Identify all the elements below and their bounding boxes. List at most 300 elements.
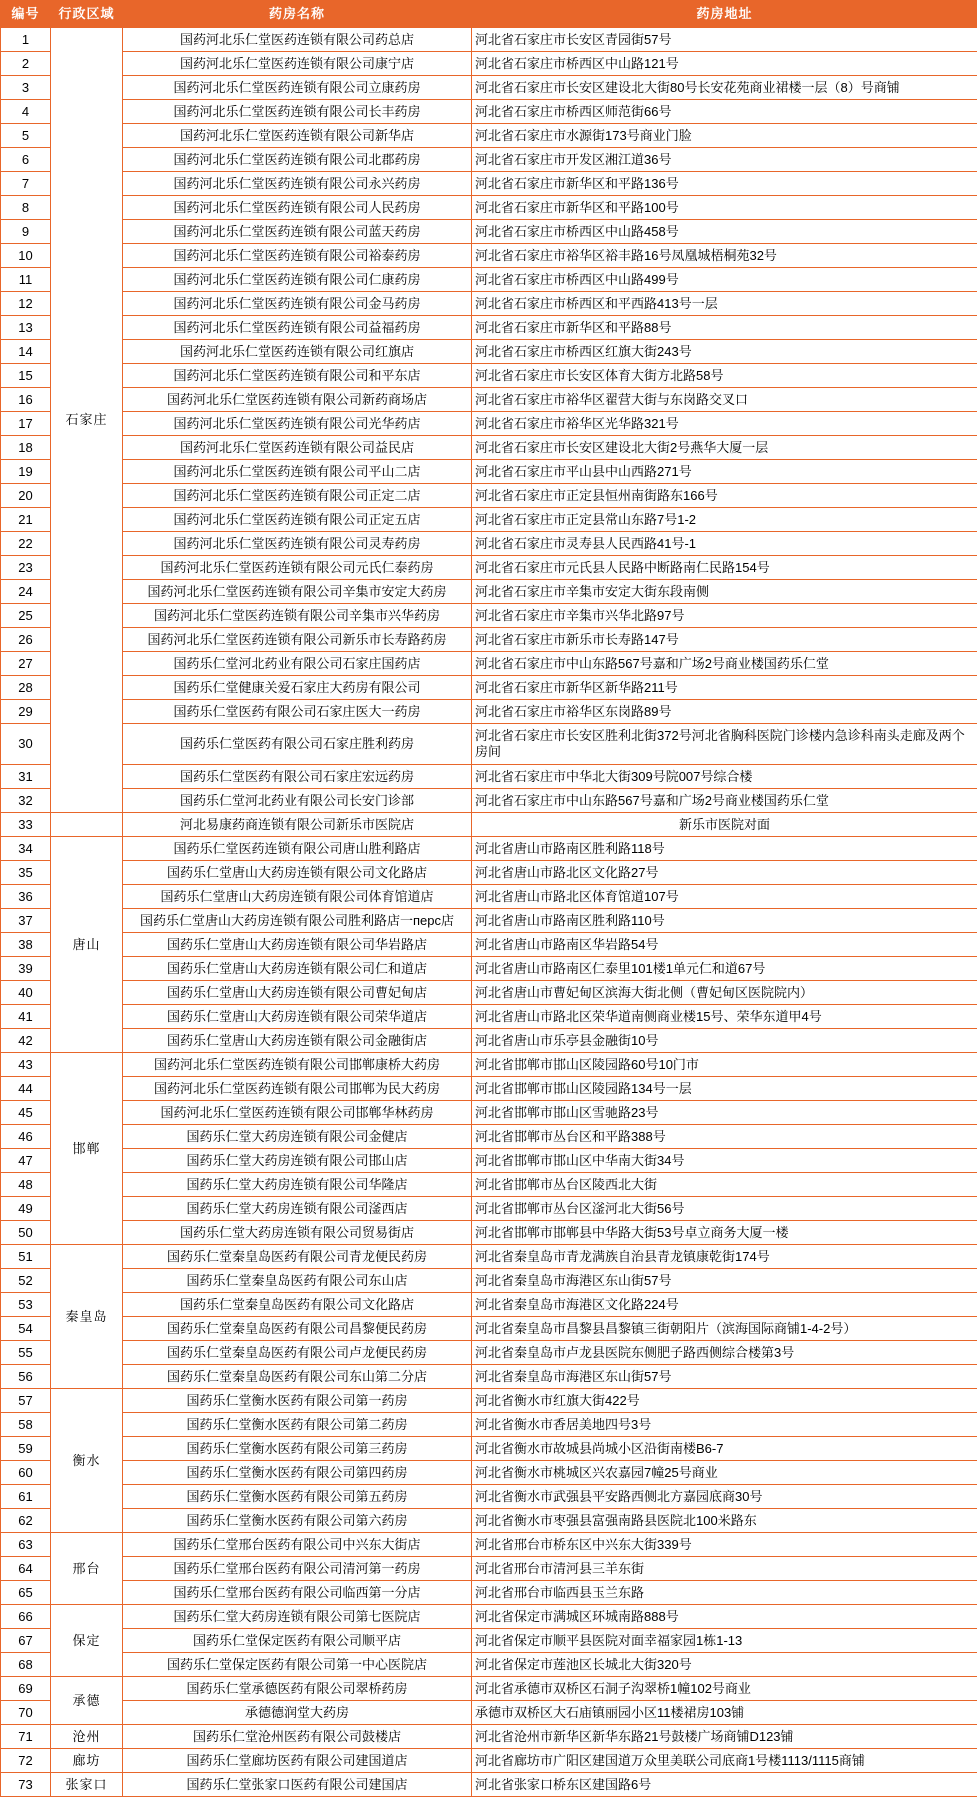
cell-id: 26	[1, 628, 51, 652]
cell-id: 44	[1, 1077, 51, 1101]
cell-id: 19	[1, 460, 51, 484]
cell-id: 32	[1, 789, 51, 813]
table-row	[1, 1749, 977, 1773]
cell-pharmacy-address: 河北省廊坊市广阳区建国道万众里美联公司底商1号楼1113/1115商铺	[472, 1749, 977, 1773]
table-row	[1, 1629, 977, 1653]
cell-id: 33	[1, 813, 51, 837]
table-row	[1, 460, 977, 484]
cell-pharmacy-name: 国药河北乐仁堂医药连锁有限公司平山二店	[123, 460, 472, 484]
cell-pharmacy-address: 河北省沧州市新华区新华东路21号鼓楼广场商铺D123铺	[472, 1725, 977, 1749]
cell-pharmacy-name: 国药乐仁堂保定医药有限公司第一中心医院店	[123, 1653, 472, 1677]
cell-pharmacy-name: 国药乐仁堂健康关爱石家庄大药房有限公司	[123, 676, 472, 700]
table-header	[1, 1, 977, 28]
table-row	[1, 885, 977, 909]
cell-id: 15	[1, 364, 51, 388]
table-row	[1, 1701, 977, 1725]
cell-pharmacy-address: 河北省保定市顺平县医院对面幸福家园1栋1-13	[472, 1629, 977, 1653]
table-row	[1, 1125, 977, 1149]
cell-id: 40	[1, 981, 51, 1005]
cell-pharmacy-address: 河北省石家庄市中山东路567号嘉和广场2号商业楼国药乐仁堂	[472, 789, 977, 813]
cell-region: 邯郸	[51, 1053, 123, 1245]
table-row	[1, 765, 977, 789]
cell-pharmacy-address: 河北省石家庄市长安区体育大街方北路58号	[472, 364, 977, 388]
cell-id: 73	[1, 1773, 51, 1797]
cell-region: 沧州	[51, 1725, 123, 1749]
cell-pharmacy-address: 河北省石家庄市桥西区中山路499号	[472, 268, 977, 292]
header-row	[1, 1, 977, 28]
cell-id: 49	[1, 1197, 51, 1221]
cell-pharmacy-name: 国药河北乐仁堂医药连锁有限公司长丰药房	[123, 100, 472, 124]
cell-pharmacy-name: 国药乐仁堂唐山大药房连锁有限公司文化路店	[123, 861, 472, 885]
cell-id: 61	[1, 1485, 51, 1509]
cell-pharmacy-address: 河北省石家庄市辛集市安定大街东段南侧	[472, 580, 977, 604]
cell-pharmacy-address: 河北省石家庄市新乐市长寿路147号	[472, 628, 977, 652]
cell-pharmacy-name: 国药乐仁堂唐山大药房连锁有限公司荣华道店	[123, 1005, 472, 1029]
cell-pharmacy-address: 河北省石家庄市桥西区中山路121号	[472, 52, 977, 76]
cell-pharmacy-address: 河北省石家庄市水源街173号商业门脸	[472, 124, 977, 148]
cell-id: 59	[1, 1437, 51, 1461]
cell-pharmacy-name: 国药河北乐仁堂医药连锁有限公司邯郸康桥大药房	[123, 1053, 472, 1077]
cell-id: 17	[1, 412, 51, 436]
table-row	[1, 244, 977, 268]
table-row	[1, 1437, 977, 1461]
cell-pharmacy-name: 国药河北乐仁堂医药连锁有限公司金马药房	[123, 292, 472, 316]
cell-id: 1	[1, 28, 51, 52]
cell-pharmacy-name: 国药河北乐仁堂医药连锁有限公司元氏仁泰药房	[123, 556, 472, 580]
table-row	[1, 1053, 977, 1077]
cell-pharmacy-address: 河北省衡水市红旗大街422号	[472, 1389, 977, 1413]
table-body	[1, 28, 977, 1797]
column-header-name: 药房名称	[123, 1, 472, 28]
cell-pharmacy-name: 国药乐仁堂廊坊医药有限公司建国道店	[123, 1749, 472, 1773]
cell-pharmacy-name: 国药乐仁堂衡水医药有限公司第五药房	[123, 1485, 472, 1509]
column-header-address: 药房地址	[472, 1, 977, 28]
cell-pharmacy-address: 河北省唐山市路南区华岩路54号	[472, 933, 977, 957]
cell-pharmacy-address: 河北省邯郸市丛台区陵西北大街	[472, 1173, 977, 1197]
cell-pharmacy-name: 国药乐仁堂邢台医药有限公司中兴东大街店	[123, 1533, 472, 1557]
table-row	[1, 909, 977, 933]
table-row	[1, 76, 977, 100]
table-row	[1, 837, 977, 861]
cell-id: 5	[1, 124, 51, 148]
table-row	[1, 1149, 977, 1173]
table-row	[1, 1773, 977, 1797]
cell-pharmacy-name: 国药乐仁堂唐山大药房连锁有限公司体育馆道店	[123, 885, 472, 909]
cell-id: 69	[1, 1677, 51, 1701]
cell-id: 27	[1, 652, 51, 676]
column-header-region: 行政区域	[51, 1, 123, 28]
cell-pharmacy-address: 河北省邯郸市丛台区和平路388号	[472, 1125, 977, 1149]
cell-pharmacy-address: 河北省石家庄市元氏县人民路中断路南仁民路154号	[472, 556, 977, 580]
cell-pharmacy-name: 国药乐仁堂邢台医药有限公司临西第一分店	[123, 1581, 472, 1605]
cell-pharmacy-address: 河北省衡水市香居美地四号3号	[472, 1413, 977, 1437]
cell-pharmacy-name: 国药河北乐仁堂医药连锁有限公司益福药房	[123, 316, 472, 340]
cell-pharmacy-name: 国药乐仁堂河北药业有限公司石家庄国药店	[123, 652, 472, 676]
table-row	[1, 628, 977, 652]
cell-pharmacy-name: 国药乐仁堂张家口医药有限公司建国店	[123, 1773, 472, 1797]
table-row	[1, 1269, 977, 1293]
cell-pharmacy-address: 河北省石家庄市长安区青园街57号	[472, 28, 977, 52]
cell-pharmacy-name: 国药乐仁堂医药有限公司石家庄宏远药房	[123, 765, 472, 789]
cell-id: 65	[1, 1581, 51, 1605]
cell-pharmacy-name: 国药乐仁堂沧州医药有限公司鼓楼店	[123, 1725, 472, 1749]
table-row	[1, 861, 977, 885]
cell-pharmacy-name: 国药河北乐仁堂医药连锁有限公司新乐市长寿路药房	[123, 628, 472, 652]
cell-pharmacy-name: 国药乐仁堂唐山大药房连锁有限公司曹妃甸店	[123, 981, 472, 1005]
table-row	[1, 364, 977, 388]
cell-id: 48	[1, 1173, 51, 1197]
cell-pharmacy-name: 国药河北乐仁堂医药连锁有限公司辛集市兴华药房	[123, 604, 472, 628]
cell-id: 42	[1, 1029, 51, 1053]
table-row	[1, 1461, 977, 1485]
cell-pharmacy-name: 国药乐仁堂医药有限公司石家庄胜利药房	[123, 724, 472, 765]
cell-region: 廊坊	[51, 1749, 123, 1773]
cell-pharmacy-name: 国药乐仁堂秦皇岛医药有限公司昌黎便民药房	[123, 1317, 472, 1341]
cell-region: 张家口	[51, 1773, 123, 1797]
cell-pharmacy-address: 河北省唐山市路南区胜利路118号	[472, 837, 977, 861]
cell-id: 50	[1, 1221, 51, 1245]
cell-pharmacy-address: 河北省石家庄市长安区胜利北街372号河北省胸科医院门诊楼内急诊科南头走廊及两个房间	[472, 724, 977, 765]
cell-pharmacy-name: 国药河北乐仁堂医药连锁有限公司辛集市安定大药房	[123, 580, 472, 604]
cell-pharmacy-address: 河北省衡水市武强县平安路西侧北方嘉园底商30号	[472, 1485, 977, 1509]
table-row	[1, 1221, 977, 1245]
table-row	[1, 556, 977, 580]
cell-id: 3	[1, 76, 51, 100]
cell-id: 60	[1, 1461, 51, 1485]
table-row	[1, 124, 977, 148]
cell-pharmacy-address: 河北省邯郸市邯山区陵园路134号一层	[472, 1077, 977, 1101]
cell-id: 54	[1, 1317, 51, 1341]
cell-region	[51, 813, 123, 837]
table-row	[1, 1293, 977, 1317]
table-row	[1, 1341, 977, 1365]
table-row	[1, 292, 977, 316]
cell-pharmacy-name: 国药乐仁堂唐山大药房连锁有限公司金融街店	[123, 1029, 472, 1053]
table-row	[1, 1173, 977, 1197]
table-row	[1, 172, 977, 196]
cell-id: 57	[1, 1389, 51, 1413]
cell-id: 35	[1, 861, 51, 885]
cell-id: 14	[1, 340, 51, 364]
cell-pharmacy-name: 国药河北乐仁堂医药连锁有限公司北郡药房	[123, 148, 472, 172]
cell-id: 20	[1, 484, 51, 508]
cell-id: 37	[1, 909, 51, 933]
cell-region: 承德	[51, 1677, 123, 1725]
cell-pharmacy-name: 国药河北乐仁堂医药连锁有限公司新药商场店	[123, 388, 472, 412]
cell-pharmacy-name: 国药河北乐仁堂医药连锁有限公司裕泰药房	[123, 244, 472, 268]
table-row	[1, 813, 977, 837]
table-row	[1, 316, 977, 340]
column-header-id: 编号	[1, 1, 51, 28]
table-row	[1, 1653, 977, 1677]
table-row	[1, 1413, 977, 1437]
cell-pharmacy-address: 河北省秦皇岛市海港区东山街57号	[472, 1365, 977, 1389]
table-row	[1, 604, 977, 628]
cell-id: 66	[1, 1605, 51, 1629]
cell-id: 45	[1, 1101, 51, 1125]
table-row	[1, 1317, 977, 1341]
cell-id: 2	[1, 52, 51, 76]
table-row	[1, 1533, 977, 1557]
cell-pharmacy-name: 国药乐仁堂衡水医药有限公司第六药房	[123, 1509, 472, 1533]
cell-pharmacy-name: 国药河北乐仁堂医药连锁有限公司灵寿药房	[123, 532, 472, 556]
cell-pharmacy-name: 国药河北乐仁堂医药连锁有限公司邯郸华林药房	[123, 1101, 472, 1125]
cell-pharmacy-name: 国药乐仁堂秦皇岛医药有限公司东山店	[123, 1269, 472, 1293]
cell-pharmacy-address: 河北省石家庄市中山东路567号嘉和广场2号商业楼国药乐仁堂	[472, 652, 977, 676]
table-row	[1, 436, 977, 460]
cell-pharmacy-name: 国药河北乐仁堂医药连锁有限公司红旗店	[123, 340, 472, 364]
cell-pharmacy-name: 国药河北乐仁堂医药连锁有限公司益民店	[123, 436, 472, 460]
table-row	[1, 1485, 977, 1509]
cell-pharmacy-address: 河北省秦皇岛市青龙满族自治县青龙镇康乾街174号	[472, 1245, 977, 1269]
table-row	[1, 508, 977, 532]
cell-pharmacy-address: 河北省秦皇岛市昌黎县昌黎镇三街朝阳片（滨海国际商铺1-4-2号）	[472, 1317, 977, 1341]
cell-pharmacy-address: 河北省石家庄市正定县常山东路7号1-2	[472, 508, 977, 532]
cell-region: 唐山	[51, 837, 123, 1053]
cell-region: 衡水	[51, 1389, 123, 1533]
cell-pharmacy-address: 河北省石家庄市裕华区光华路321号	[472, 412, 977, 436]
table-row	[1, 1029, 977, 1053]
table-row	[1, 340, 977, 364]
table-row	[1, 1197, 977, 1221]
cell-pharmacy-address: 河北省石家庄市新华区和平路88号	[472, 316, 977, 340]
table-row	[1, 412, 977, 436]
cell-pharmacy-name: 国药河北乐仁堂医药连锁有限公司人民药房	[123, 196, 472, 220]
cell-pharmacy-name: 国药乐仁堂大药房连锁有限公司第七医院店	[123, 1605, 472, 1629]
table-row	[1, 1677, 977, 1701]
table-row	[1, 580, 977, 604]
cell-pharmacy-name: 国药乐仁堂秦皇岛医药有限公司卢龙便民药房	[123, 1341, 472, 1365]
cell-region: 石家庄	[51, 28, 123, 813]
cell-pharmacy-address: 河北省唐山市路北区荣华道南侧商业楼15号、荣华东道甲4号	[472, 1005, 977, 1029]
cell-pharmacy-address: 河北省邢台市桥东区中兴东大街339号	[472, 1533, 977, 1557]
table-row	[1, 148, 977, 172]
cell-pharmacy-address: 河北省唐山市曹妃甸区滨海大街北侧（曹妃甸区医院院内）	[472, 981, 977, 1005]
cell-id: 51	[1, 1245, 51, 1269]
cell-id: 21	[1, 508, 51, 532]
table-row	[1, 388, 977, 412]
cell-pharmacy-name: 国药河北乐仁堂医药连锁有限公司康宁店	[123, 52, 472, 76]
cell-pharmacy-name: 国药河北乐仁堂医药连锁有限公司光华药店	[123, 412, 472, 436]
cell-pharmacy-address: 河北省石家庄市新华区和平路136号	[472, 172, 977, 196]
cell-id: 47	[1, 1149, 51, 1173]
cell-pharmacy-name: 国药乐仁堂大药房连锁有限公司华隆店	[123, 1173, 472, 1197]
cell-pharmacy-address: 河北省唐山市路南区仁泰里101楼1单元仁和道67号	[472, 957, 977, 981]
cell-id: 53	[1, 1293, 51, 1317]
cell-pharmacy-name: 国药乐仁堂大药房连锁有限公司贸易街店	[123, 1221, 472, 1245]
cell-pharmacy-address: 河北省秦皇岛市海港区文化路224号	[472, 1293, 977, 1317]
cell-id: 63	[1, 1533, 51, 1557]
cell-pharmacy-name: 国药乐仁堂衡水医药有限公司第四药房	[123, 1461, 472, 1485]
cell-pharmacy-address: 河北省石家庄市开发区湘江道36号	[472, 148, 977, 172]
cell-pharmacy-address: 河北省石家庄市裕华区翟营大街与东岗路交叉口	[472, 388, 977, 412]
cell-id: 6	[1, 148, 51, 172]
cell-pharmacy-address: 河北省唐山市乐亭县金融街10号	[472, 1029, 977, 1053]
cell-id: 13	[1, 316, 51, 340]
table-row	[1, 1101, 977, 1125]
cell-pharmacy-name: 国药乐仁堂唐山大药房连锁有限公司胜利路店一перс店	[123, 909, 472, 933]
cell-pharmacy-address: 河北省衡水市枣强县富强南路县医院北100米路东	[472, 1509, 977, 1533]
cell-pharmacy-address: 河北省衡水市故城县尚城小区沿街南楼B6-7	[472, 1437, 977, 1461]
cell-id: 41	[1, 1005, 51, 1029]
cell-pharmacy-name: 国药河北乐仁堂医药连锁有限公司新华店	[123, 124, 472, 148]
cell-pharmacy-name: 国药乐仁堂唐山大药房连锁有限公司仁和道店	[123, 957, 472, 981]
cell-pharmacy-name: 国药乐仁堂大药房连锁有限公司滏西店	[123, 1197, 472, 1221]
cell-id: 55	[1, 1341, 51, 1365]
table-row	[1, 220, 977, 244]
cell-pharmacy-name: 国药乐仁堂承德医药有限公司翠桥药房	[123, 1677, 472, 1701]
cell-pharmacy-name: 承德德润堂大药房	[123, 1701, 472, 1725]
cell-id: 36	[1, 885, 51, 909]
cell-id: 56	[1, 1365, 51, 1389]
cell-id: 24	[1, 580, 51, 604]
cell-region: 保定	[51, 1605, 123, 1677]
cell-pharmacy-name: 国药乐仁堂衡水医药有限公司第二药房	[123, 1413, 472, 1437]
cell-pharmacy-address: 河北省石家庄市桥西区师范街66号	[472, 100, 977, 124]
cell-id: 18	[1, 436, 51, 460]
cell-pharmacy-name: 国药乐仁堂医药连锁有限公司唐山胜利路店	[123, 837, 472, 861]
cell-pharmacy-address: 河北省唐山市路南区胜利路110号	[472, 909, 977, 933]
cell-id: 52	[1, 1269, 51, 1293]
cell-pharmacy-name: 国药河北乐仁堂医药连锁有限公司永兴药房	[123, 172, 472, 196]
cell-id: 25	[1, 604, 51, 628]
cell-pharmacy-name: 国药河北乐仁堂医药连锁有限公司仁康药房	[123, 268, 472, 292]
cell-pharmacy-address: 河北省邢台市临西县玉兰东路	[472, 1581, 977, 1605]
cell-id: 30	[1, 724, 51, 765]
cell-pharmacy-address: 河北省石家庄市桥西区红旗大街243号	[472, 340, 977, 364]
cell-pharmacy-name: 国药乐仁堂大药房连锁有限公司金健店	[123, 1125, 472, 1149]
cell-pharmacy-address: 河北省石家庄市桥西区和平西路413号一层	[472, 292, 977, 316]
cell-pharmacy-address: 河北省邯郸市邯山区中华南大街34号	[472, 1149, 977, 1173]
table-row	[1, 1557, 977, 1581]
cell-pharmacy-address: 河北省石家庄市裕华区裕丰路16号凤凰城梧桐苑32号	[472, 244, 977, 268]
cell-pharmacy-address: 新乐市医院对面	[472, 813, 977, 837]
cell-pharmacy-name: 国药乐仁堂秦皇岛医药有限公司东山第二分店	[123, 1365, 472, 1389]
cell-pharmacy-address: 河北省秦皇岛市卢龙县医院东侧肥子路西侧综合楼第3号	[472, 1341, 977, 1365]
cell-pharmacy-address: 河北省张家口桥东区建国路6号	[472, 1773, 977, 1797]
cell-id: 71	[1, 1725, 51, 1749]
table-row	[1, 1005, 977, 1029]
table-row	[1, 1365, 977, 1389]
cell-id: 72	[1, 1749, 51, 1773]
cell-pharmacy-name: 国药河北乐仁堂医药连锁有限公司和平东店	[123, 364, 472, 388]
table-row	[1, 268, 977, 292]
cell-pharmacy-address: 河北省石家庄市辛集市兴华北路97号	[472, 604, 977, 628]
cell-pharmacy-name: 国药乐仁堂秦皇岛医药有限公司文化路店	[123, 1293, 472, 1317]
cell-pharmacy-address: 河北省石家庄市长安区建设北大街80号长安花苑商业裙楼一层（8）号商铺	[472, 76, 977, 100]
cell-pharmacy-name: 国药河北乐仁堂医药连锁有限公司邯郸为民大药房	[123, 1077, 472, 1101]
table-row	[1, 1389, 977, 1413]
cell-pharmacy-address: 河北省保定市满城区环城南路888号	[472, 1605, 977, 1629]
cell-id: 8	[1, 196, 51, 220]
cell-pharmacy-address: 河北省邯郸市邯郸县中华路大街53号卓立商务大厦一楼	[472, 1221, 977, 1245]
table-row	[1, 1605, 977, 1629]
cell-id: 39	[1, 957, 51, 981]
cell-pharmacy-address: 河北省石家庄市新华区和平路100号	[472, 196, 977, 220]
cell-id: 10	[1, 244, 51, 268]
cell-pharmacy-address: 河北省石家庄市桥西区中山路458号	[472, 220, 977, 244]
table-row	[1, 676, 977, 700]
cell-pharmacy-name: 国药河北乐仁堂医药连锁有限公司立康药房	[123, 76, 472, 100]
table-row	[1, 28, 977, 52]
cell-pharmacy-name: 国药乐仁堂邢台医药有限公司清河第一药房	[123, 1557, 472, 1581]
cell-id: 70	[1, 1701, 51, 1725]
table-row	[1, 196, 977, 220]
cell-id: 28	[1, 676, 51, 700]
cell-pharmacy-address: 河北省邯郸市邯山区雪驰路23号	[472, 1101, 977, 1125]
cell-region: 秦皇岛	[51, 1245, 123, 1389]
table-row	[1, 100, 977, 124]
cell-id: 64	[1, 1557, 51, 1581]
cell-pharmacy-address: 河北省承德市双桥区石洞子沟翠桥1幢102号商业	[472, 1677, 977, 1701]
table-row	[1, 1581, 977, 1605]
table-row	[1, 52, 977, 76]
cell-pharmacy-name: 河北易康药商连锁有限公司新乐市医院店	[123, 813, 472, 837]
cell-pharmacy-name: 国药乐仁堂衡水医药有限公司第一药房	[123, 1389, 472, 1413]
cell-pharmacy-name: 国药乐仁堂唐山大药房连锁有限公司华岩路店	[123, 933, 472, 957]
cell-pharmacy-name: 国药河北乐仁堂医药连锁有限公司正定五店	[123, 508, 472, 532]
table-row	[1, 981, 977, 1005]
cell-pharmacy-address: 河北省石家庄市灵寿县人民西路41号-1	[472, 532, 977, 556]
cell-pharmacy-address: 河北省唐山市路北区体育馆道107号	[472, 885, 977, 909]
cell-id: 62	[1, 1509, 51, 1533]
cell-pharmacy-name: 国药乐仁堂衡水医药有限公司第三药房	[123, 1437, 472, 1461]
cell-id: 38	[1, 933, 51, 957]
cell-pharmacy-name: 国药河北乐仁堂医药连锁有限公司正定二店	[123, 484, 472, 508]
table-row	[1, 789, 977, 813]
cell-id: 4	[1, 100, 51, 124]
cell-id: 12	[1, 292, 51, 316]
cell-id: 31	[1, 765, 51, 789]
cell-id: 7	[1, 172, 51, 196]
cell-pharmacy-address: 河北省邯郸市丛台区滏河北大街56号	[472, 1197, 977, 1221]
cell-id: 43	[1, 1053, 51, 1077]
cell-pharmacy-name: 国药乐仁堂医药有限公司石家庄医大一药房	[123, 700, 472, 724]
table-row	[1, 724, 977, 765]
cell-region: 邢台	[51, 1533, 123, 1605]
cell-id: 22	[1, 532, 51, 556]
cell-pharmacy-address: 河北省石家庄市裕华区东岗路89号	[472, 700, 977, 724]
cell-pharmacy-address: 河北省秦皇岛市海港区东山街57号	[472, 1269, 977, 1293]
table-row	[1, 933, 977, 957]
table-row	[1, 484, 977, 508]
table-row	[1, 532, 977, 556]
cell-id: 9	[1, 220, 51, 244]
cell-pharmacy-name: 国药河北乐仁堂医药连锁有限公司蓝天药房	[123, 220, 472, 244]
cell-pharmacy-address: 河北省邯郸市邯山区陵园路60号10门市	[472, 1053, 977, 1077]
cell-id: 11	[1, 268, 51, 292]
table-row	[1, 700, 977, 724]
table-row	[1, 1245, 977, 1269]
cell-pharmacy-address: 河北省唐山市路北区文化路27号	[472, 861, 977, 885]
cell-id: 29	[1, 700, 51, 724]
cell-pharmacy-address: 河北省石家庄市平山县中山西路271号	[472, 460, 977, 484]
cell-pharmacy-address: 河北省石家庄市新华区新华路211号	[472, 676, 977, 700]
cell-pharmacy-address: 承德市双桥区大石庙镇丽园小区11楼裙房103铺	[472, 1701, 977, 1725]
cell-pharmacy-name: 国药乐仁堂河北药业有限公司长安门诊部	[123, 789, 472, 813]
cell-id: 34	[1, 837, 51, 861]
cell-pharmacy-address: 河北省保定市莲池区长城北大街320号	[472, 1653, 977, 1677]
table-row	[1, 652, 977, 676]
table-row	[1, 957, 977, 981]
cell-pharmacy-address: 河北省石家庄市正定县恒州南街路东166号	[472, 484, 977, 508]
table-row	[1, 1509, 977, 1533]
cell-id: 46	[1, 1125, 51, 1149]
cell-id: 23	[1, 556, 51, 580]
cell-pharmacy-address: 河北省邢台市清河县三羊东街	[472, 1557, 977, 1581]
cell-id: 16	[1, 388, 51, 412]
cell-pharmacy-address: 河北省石家庄市长安区建设北大街2号燕华大厦一层	[472, 436, 977, 460]
